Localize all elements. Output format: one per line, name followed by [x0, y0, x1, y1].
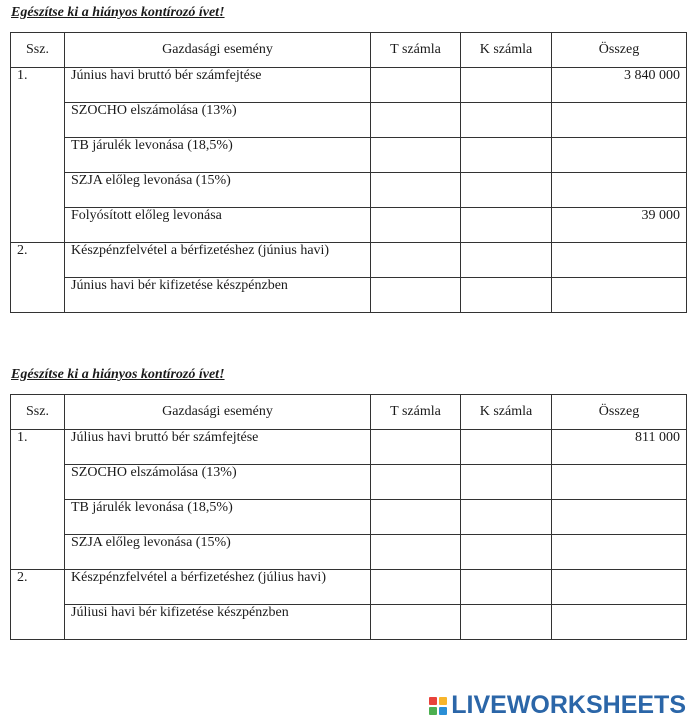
credit-account-input[interactable]: [461, 430, 552, 465]
amount-input[interactable]: [552, 605, 687, 640]
amount-input[interactable]: [552, 243, 687, 278]
debit-account-input[interactable]: [371, 465, 461, 500]
header-amount: Összeg: [552, 395, 687, 430]
section-1-heading: Egészítse ki a hiányos kontírozó ívet!: [11, 5, 225, 20]
credit-account-input[interactable]: [461, 173, 552, 208]
credit-account-input[interactable]: [461, 605, 552, 640]
section-2-heading: Egészítse ki a hiányos kontírozó ívet!: [11, 367, 225, 382]
event-cell: Július havi bruttó bér számfejtése: [65, 430, 371, 465]
header-credit-account: K számla: [461, 395, 552, 430]
amount-input[interactable]: [552, 138, 687, 173]
table-row: [11, 570, 687, 605]
amount-input[interactable]: [552, 570, 687, 605]
debit-account-input[interactable]: [371, 68, 461, 103]
table-header-row: [11, 33, 687, 68]
credit-account-input[interactable]: [461, 208, 552, 243]
amount-cell: 39 000: [552, 208, 687, 243]
logo-text: LIVEWORKSHEETS: [451, 691, 686, 719]
amount-input[interactable]: [552, 465, 687, 500]
amount-input[interactable]: [552, 278, 687, 313]
debit-account-input[interactable]: [371, 138, 461, 173]
table-header-row: [11, 395, 687, 430]
header-amount: Összeg: [552, 33, 687, 68]
debit-account-input[interactable]: [371, 243, 461, 278]
group-number: 1.: [11, 68, 65, 243]
event-cell: Folyósított előleg levonása: [65, 208, 371, 243]
table-row: [11, 465, 687, 500]
header-ssz: Ssz.: [11, 395, 65, 430]
debit-account-input[interactable]: [371, 103, 461, 138]
table-row: [11, 500, 687, 535]
event-cell: Készpénzfelvétel a bérfizetéshez (július havi): [65, 570, 371, 605]
event-cell: SZJA előleg levonása (15%): [65, 535, 371, 570]
contour-table-1: [10, 32, 687, 313]
amount-cell: 3 840 000: [552, 68, 687, 103]
group-number: 2.: [11, 570, 65, 640]
table-row: [11, 535, 687, 570]
debit-account-input[interactable]: [371, 535, 461, 570]
table-row: [11, 243, 687, 278]
header-credit-account: K számla: [461, 33, 552, 68]
event-cell: Június havi bruttó bér számfejtése: [65, 68, 371, 103]
amount-input[interactable]: [552, 173, 687, 208]
table-row: [11, 138, 687, 173]
table-row: [11, 68, 687, 103]
table-row: [11, 103, 687, 138]
table-row: [11, 208, 687, 243]
credit-account-input[interactable]: [461, 68, 552, 103]
debit-account-input[interactable]: [371, 208, 461, 243]
table-row: [11, 430, 687, 465]
table-row: [11, 278, 687, 313]
amount-cell: 811 000: [552, 430, 687, 465]
credit-account-input[interactable]: [461, 278, 552, 313]
credit-account-input[interactable]: [461, 570, 552, 605]
liveworksheets-logo: [429, 691, 686, 720]
credit-account-input[interactable]: [461, 138, 552, 173]
header-debit-account: T számla: [371, 395, 461, 430]
debit-account-input[interactable]: [371, 500, 461, 535]
credit-account-input[interactable]: [461, 465, 552, 500]
credit-account-input[interactable]: [461, 500, 552, 535]
debit-account-input[interactable]: [371, 430, 461, 465]
credit-account-input[interactable]: [461, 103, 552, 138]
group-number: 2.: [11, 243, 65, 313]
credit-account-input[interactable]: [461, 535, 552, 570]
debit-account-input[interactable]: [371, 173, 461, 208]
table-row: [11, 605, 687, 640]
event-cell: SZJA előleg levonása (15%): [65, 173, 371, 208]
event-cell: Készpénzfelvétel a bérfizetéshez (június havi): [65, 243, 371, 278]
header-event: Gazdasági esemény: [65, 395, 371, 430]
liveworksheets-logo-icon: [429, 697, 447, 715]
event-cell: Júliusi havi bér kifizetése készpénzben: [65, 605, 371, 640]
header-event: Gazdasági esemény: [65, 33, 371, 68]
amount-input[interactable]: [552, 500, 687, 535]
group-number: 1.: [11, 430, 65, 570]
debit-account-input[interactable]: [371, 605, 461, 640]
header-debit-account: T számla: [371, 33, 461, 68]
event-cell: SZOCHO elszámolása (13%): [65, 103, 371, 138]
debit-account-input[interactable]: [371, 570, 461, 605]
contour-table-2: [10, 394, 687, 640]
header-ssz: Ssz.: [11, 33, 65, 68]
event-cell: TB járulék levonása (18,5%): [65, 500, 371, 535]
table-row: [11, 173, 687, 208]
event-cell: SZOCHO elszámolása (13%): [65, 465, 371, 500]
event-cell: TB járulék levonása (18,5%): [65, 138, 371, 173]
amount-input[interactable]: [552, 535, 687, 570]
amount-input[interactable]: [552, 103, 687, 138]
credit-account-input[interactable]: [461, 243, 552, 278]
event-cell: Június havi bér kifizetése készpénzben: [65, 278, 371, 313]
debit-account-input[interactable]: [371, 278, 461, 313]
